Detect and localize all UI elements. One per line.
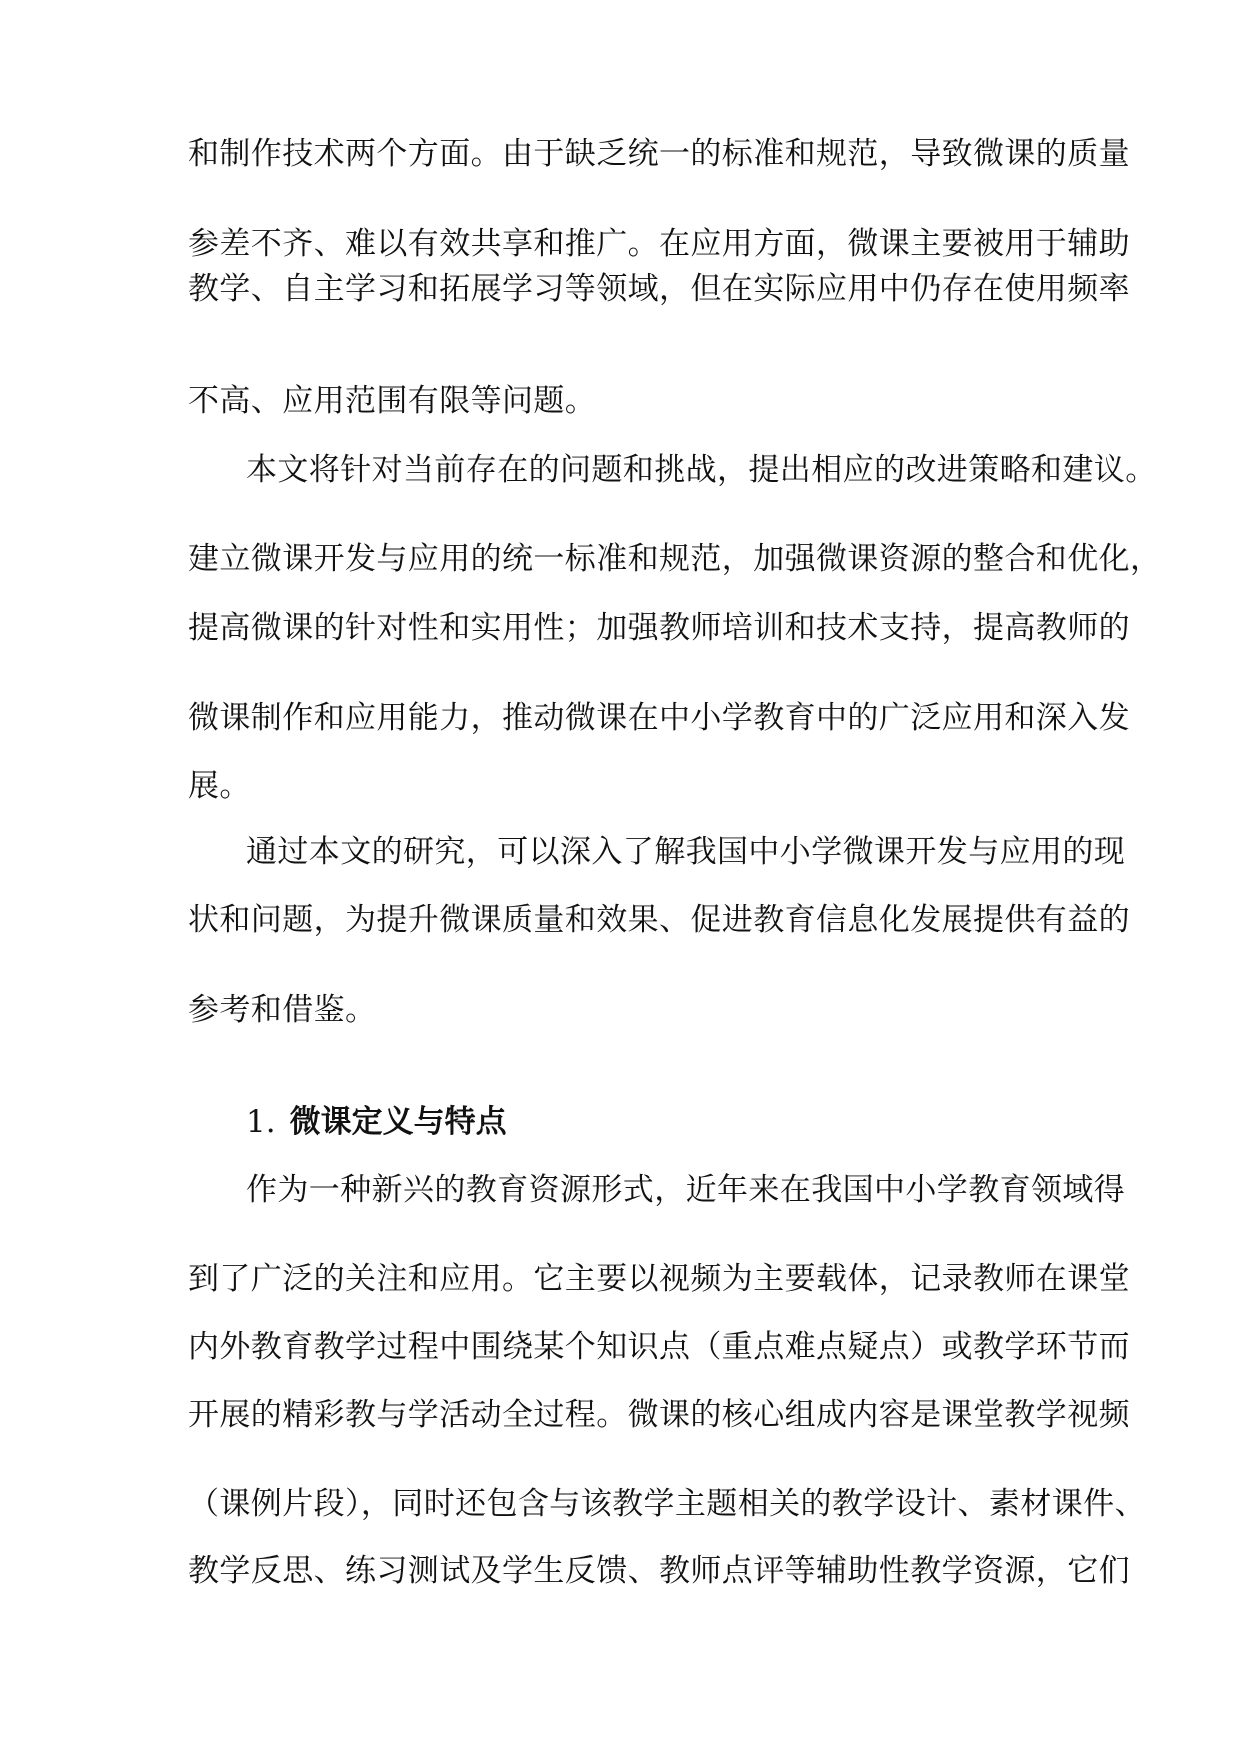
- section-title: 微课定义与特点: [289, 1104, 507, 1140]
- paragraph-2-line-4: 微课制作和应用能力，推动微课在中小学教育中的广泛应用和深入发: [188, 700, 1130, 736]
- paragraph-4-line-1: 作为一种新兴的教育资源形式，近年来在我国中小学教育领域得: [246, 1172, 1126, 1208]
- paragraph-2-line-5: 展。: [188, 768, 251, 804]
- paragraph-1-line-2: 参差不齐、难以有效共享和推广。在应用方面，微课主要被用于辅助: [188, 226, 1130, 262]
- paragraph-3-line-2: 状和问题，为提升微课质量和效果、促进教育信息化发展提供有益的: [188, 902, 1130, 938]
- paragraph-2-line-2: 建立微课开发与应用的统一标准和规范，加强微课资源的整合和优化，: [188, 541, 1162, 577]
- section-number: 1.: [246, 1104, 276, 1140]
- paragraph-4-line-4: 开展的精彩教与学活动全过程。微课的核心组成内容是课堂教学视频: [188, 1397, 1130, 1433]
- paragraph-3-line-3: 参考和借鉴。: [188, 992, 377, 1028]
- paragraph-3-line-1: 通过本文的研究，可以深入了解我国中小学微课开发与应用的现: [246, 834, 1126, 870]
- paragraph-4-line-2: 到了广泛的关注和应用。它主要以视频为主要载体，记录教师在课堂: [188, 1261, 1130, 1297]
- paragraph-4-line-5: （课例片段），同时还包含与该教学主题相关的教学设计、素材课件、: [188, 1486, 1146, 1522]
- paragraph-1-line-3: 教学、自主学习和拓展学习等领域，但在实际应用中仍存在使用频率: [188, 271, 1130, 307]
- section-heading: [246, 1102, 507, 1142]
- paragraph-2-line-1: 本文将针对当前存在的问题和挑战，提出相应的改进策略和建议。: [246, 452, 1157, 488]
- paragraph-1-line-4: 不高、应用范围有限等问题。: [188, 383, 597, 419]
- paragraph-4-line-6: 教学反思、练习测试及学生反馈、教师点评等辅助性教学资源，它们: [188, 1553, 1130, 1589]
- paragraph-4-line-3: 内外教育教学过程中围绕某个知识点（重点难点疑点）或教学环节而: [188, 1329, 1130, 1365]
- paragraph-2-line-3: 提高微课的针对性和实用性；加强教师培训和技术支持，提高教师的: [188, 610, 1130, 646]
- paragraph-1-line-1: 和制作技术两个方面。由于缺乏统一的标准和规范，导致微课的质量: [188, 136, 1130, 172]
